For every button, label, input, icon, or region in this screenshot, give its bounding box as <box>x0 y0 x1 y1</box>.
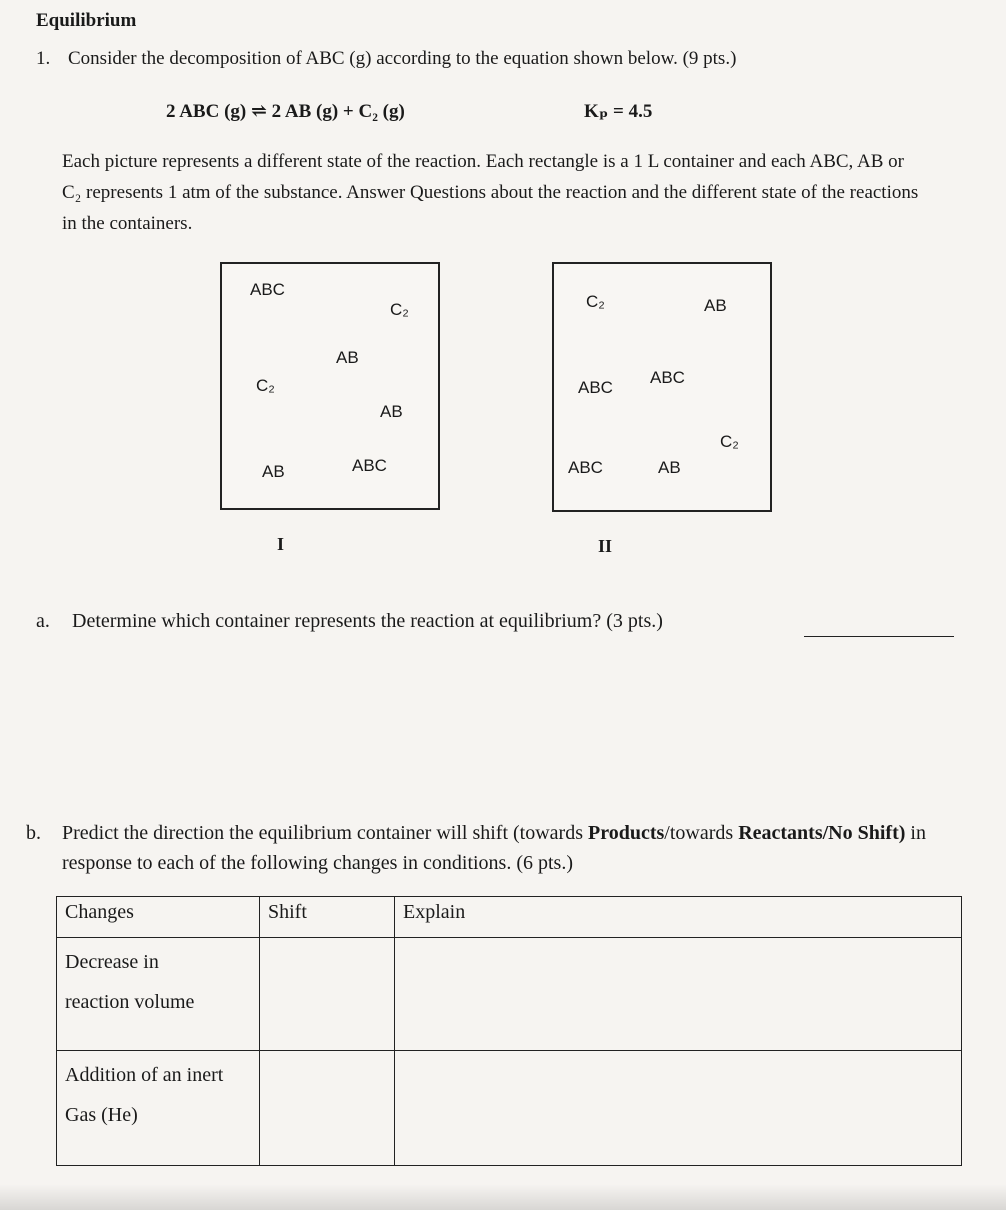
species-label: C₂ <box>720 432 739 451</box>
page-title: Equilibrium <box>36 10 137 31</box>
part-a-text: Determine which container represents the reaction at equilibrium? (3 pts.) <box>72 610 663 632</box>
species-label: AB <box>336 348 359 367</box>
header-changes: Changes <box>57 897 260 938</box>
species-label: C₂ <box>586 292 605 311</box>
kp-value: Kₚ = 4.5 <box>584 101 653 122</box>
change-cell <box>57 1051 260 1166</box>
species-label: AB <box>704 296 727 315</box>
question-number: 1. <box>36 48 51 69</box>
question-description: Each picture represents a different state of the reaction. Each rectangle is a 1 L container and each ABC, AB or C₂ represents 1 atm of the substance. Answer Questions about the reaction and the different state of the reactions in the containers. <box>62 151 919 234</box>
text-segment: Predict the direction the equilibrium container will shift (towards <box>62 822 588 844</box>
explain-answer-cell[interactable] <box>395 1051 962 1166</box>
species-label: AB <box>380 402 403 421</box>
species-label: C₂ <box>390 300 409 319</box>
species-label: ABC <box>352 456 387 475</box>
species-label: ABC <box>568 458 603 477</box>
text-segment: in response to each of the following changes in conditions. (6 pts.) <box>62 822 926 874</box>
species-label: ABC <box>578 378 613 397</box>
container-ii <box>552 262 772 512</box>
table-header-row <box>57 897 962 938</box>
chemical-equation: 2 ABC (g) ⇌ 2 AB (g) + C₂ (g) <box>166 101 405 122</box>
container-i <box>220 262 440 510</box>
question-1-prompt <box>36 48 736 70</box>
species-label: AB <box>658 458 681 477</box>
part-letter: a. <box>36 610 50 632</box>
species-label: ABC <box>250 280 285 299</box>
question-text: Consider the decomposition of ABC (g) according to the equation shown below. (9 pts.) <box>68 48 737 69</box>
shift-answer-cell[interactable] <box>260 938 395 1051</box>
table-row <box>57 1051 962 1166</box>
bold-reactants: Reactants/No Shift) <box>738 822 906 844</box>
shift-answer-cell[interactable] <box>260 1051 395 1166</box>
change-line: reaction volume <box>65 991 195 1013</box>
part-letter: b. <box>26 822 41 844</box>
bold-products: Products <box>587 822 665 844</box>
species-label: ABC <box>650 368 685 387</box>
header-shift: Shift <box>260 897 395 938</box>
species-label: AB <box>262 462 285 481</box>
explain-answer-cell[interactable] <box>395 938 962 1051</box>
species-label: C₂ <box>256 376 275 395</box>
container-label: II <box>598 536 613 556</box>
part-b-text <box>62 818 926 878</box>
header-explain: Explain <box>395 897 962 938</box>
text-segment: /towards <box>664 822 739 844</box>
shift-table <box>56 896 962 1166</box>
container-label: I <box>277 534 285 554</box>
change-line: Addition of an inert <box>65 1064 224 1086</box>
change-line: Decrease in <box>65 951 159 973</box>
answer-blank-line[interactable] <box>804 636 954 637</box>
part-b-question <box>26 818 926 878</box>
change-line: Gas (He) <box>65 1104 138 1126</box>
table-row <box>57 938 962 1051</box>
page-edge-shadow <box>0 1184 1006 1210</box>
change-cell <box>57 938 260 1051</box>
part-a-question <box>36 610 663 633</box>
